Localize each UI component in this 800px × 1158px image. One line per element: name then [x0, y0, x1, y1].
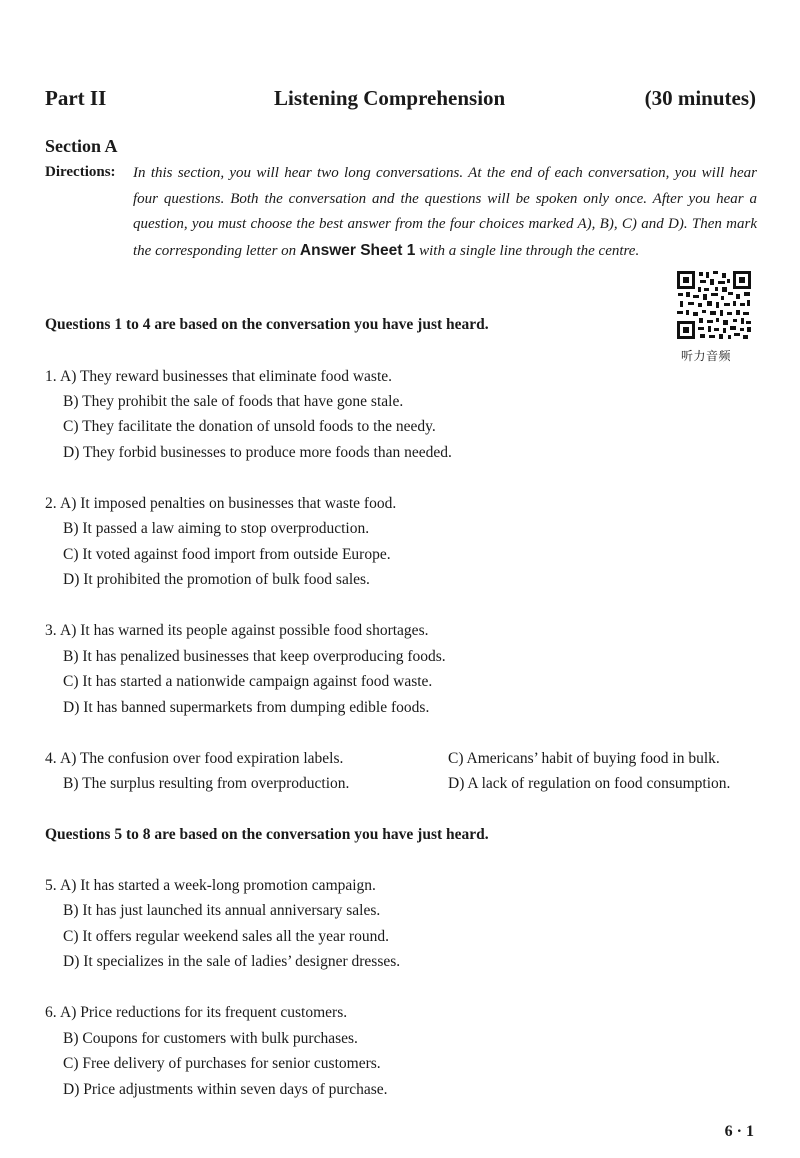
option-b: B) They prohibit the sale of foods that have gone stale. — [63, 393, 404, 410]
question-number: 1. — [45, 368, 57, 385]
option-c: C) Americans’ habit of buying food in bulk. — [448, 750, 720, 767]
option-a: A) The confusion over food expiration labels. — [60, 750, 344, 767]
directions — [45, 160, 757, 264]
option-b: B) It passed a law aiming to stop overproduction. — [63, 520, 370, 537]
question-number: 3. — [45, 622, 57, 639]
time-limit: (30 minutes) — [644, 86, 756, 110]
option-b: B) Coupons for customers with bulk purchases. — [63, 1030, 358, 1047]
qr-code-icon[interactable] — [676, 270, 752, 340]
option-a: A) It has warned its people against possible food shortages. — [60, 622, 429, 639]
option-d: D) Price adjustments within seven days of purchase. — [63, 1081, 388, 1098]
option-b: B) The surplus resulting from overproduction. — [63, 775, 350, 792]
option-d: D) It prohibited the promotion of bulk food sales. — [63, 571, 370, 588]
page-header — [45, 86, 756, 116]
part-label: Part II — [45, 86, 107, 110]
qr-caption: 听力音频 — [681, 349, 732, 363]
directions-text-before: In this section, you will hear two long conversations. At the end of each conversation, you will hear four questions. Both the conversation and the questions will be spoken only once. After you hear a question, you must choose the best answer from the four choices marked A), B), C) and D). Then mark the corresponding letter on — [133, 165, 757, 259]
part-title: Listening Comprehension — [274, 86, 506, 110]
directions-text — [133, 160, 757, 264]
section-title: Section A — [45, 136, 118, 156]
option-c: C) It offers regular weekend sales all the year round. — [63, 928, 389, 945]
question-number: 4. — [45, 750, 57, 767]
option-d: D) They forbid businesses to produce more foods than needed. — [63, 444, 452, 461]
option-d: D) A lack of regulation on food consumption. — [448, 775, 731, 792]
directions-label: Directions: — [45, 164, 116, 180]
option-c: C) It voted against food import from outside Europe. — [63, 546, 391, 563]
group-heading-1: Questions 1 to 4 are based on the conversation you have just heard. — [45, 316, 489, 333]
option-a: A) It imposed penalties on businesses that waste food. — [60, 495, 397, 512]
option-c: C) It has started a nationwide campaign against food waste. — [63, 673, 433, 690]
page-number: 6 · 1 — [724, 1123, 754, 1140]
option-d: D) It has banned supermarkets from dumping edible foods. — [63, 699, 430, 716]
question-number: 6. — [45, 1004, 57, 1021]
option-d: D) It specializes in the sale of ladies’ designer dresses. — [63, 953, 401, 970]
option-c: C) They facilitate the donation of unsold foods to the needy. — [63, 418, 436, 435]
group-heading-2: Questions 5 to 8 are based on the conversation you have just heard. — [45, 826, 489, 843]
question-number: 2. — [45, 495, 57, 512]
directions-text-after: with a single line through the centre. — [415, 242, 640, 259]
option-a: A) It has started a week-long promotion campaign. — [60, 877, 376, 894]
question-number: 5. — [45, 877, 57, 894]
option-b: B) It has penalized businesses that keep overproducing foods. — [63, 648, 446, 665]
option-b: B) It has just launched its annual anniversary sales. — [63, 902, 381, 919]
option-c: C) Free delivery of purchases for senior customers. — [63, 1055, 381, 1072]
option-a: A) Price reductions for its frequent customers. — [60, 1004, 348, 1021]
option-a: A) They reward businesses that eliminate food waste. — [60, 368, 393, 385]
answer-sheet-label: Answer Sheet 1 — [299, 241, 416, 259]
